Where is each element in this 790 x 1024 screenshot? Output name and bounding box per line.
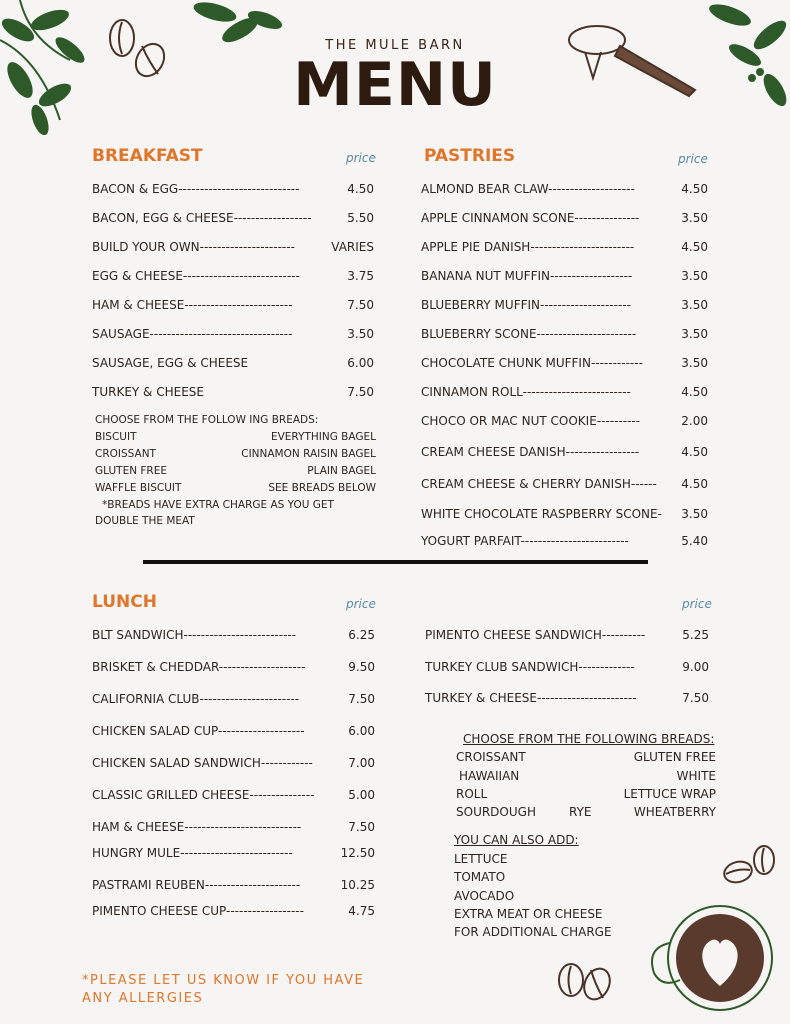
item-price: 9.50 <box>348 660 375 674</box>
item-name: CHOCOLATE CHUNK MUFFIN------------ <box>421 356 643 370</box>
menu-item-row <box>421 182 708 198</box>
item-price: 4.50 <box>681 385 708 399</box>
add-on-item: TOMATO <box>454 870 506 884</box>
item-price: 7.50 <box>348 820 375 834</box>
item-price: 5.00 <box>348 788 375 802</box>
menu-item-row <box>92 820 375 836</box>
item-price: 6.25 <box>348 628 375 642</box>
menu-item-row <box>92 756 375 772</box>
item-name: APPLE PIE DANISH------------------------ <box>421 240 635 254</box>
brand-name: THE MULE BARN <box>325 38 465 53</box>
coffee-beans-side-icon <box>720 842 780 890</box>
item-price: 3.50 <box>681 356 708 370</box>
item-price: 5.50 <box>347 211 374 225</box>
bread-option: WAFFLE BISCUIT <box>95 482 182 494</box>
item-price: 4.75 <box>348 904 375 918</box>
item-price: 4.50 <box>681 477 708 491</box>
menu-item-row <box>92 385 374 401</box>
menu-item-row <box>421 507 708 523</box>
item-name: BLUEBERRY SCONE----------------------- <box>421 327 637 341</box>
bread-option: RYE <box>569 805 592 819</box>
menu-item-row <box>421 298 708 314</box>
item-price: 4.50 <box>347 182 374 196</box>
add-on-item: AVOCADO <box>454 889 515 903</box>
section-divider <box>143 560 648 564</box>
menu-item-row <box>425 628 709 644</box>
item-name: CINNAMON ROLL------------------------- <box>421 385 631 399</box>
menu-item-row <box>92 269 374 285</box>
bread-option: WHITE <box>676 769 716 783</box>
menu-item-row <box>92 846 375 862</box>
item-price: 4.50 <box>681 182 708 196</box>
item-name: TURKEY CLUB SANDWICH------------- <box>425 660 635 674</box>
menu-item-row <box>421 240 708 256</box>
item-price: 5.40 <box>681 534 708 548</box>
item-name: CHOCO OR MAC NUT COOKIE---------- <box>421 414 641 428</box>
item-name: BLT SANDWICH-------------------------- <box>92 628 297 642</box>
lunch-breads-intro: CHOOSE FROM THE FOLLOWING BREADS: <box>463 732 715 746</box>
item-name: TURKEY & CHEESE----------------------- <box>425 691 637 705</box>
bread-option: CROISSANT <box>95 448 156 460</box>
item-name: WHITE CHOCOLATE RASPBERRY SCONE- <box>421 507 662 521</box>
item-name: BUILD YOUR OWN---------------------- <box>92 240 295 254</box>
menu-item-row <box>421 477 708 493</box>
item-name: PASTRAMI REUBEN---------------------- <box>92 878 301 892</box>
menu-item-row <box>92 878 375 894</box>
item-price: 7.50 <box>347 298 374 312</box>
item-price: 7.50 <box>682 691 709 705</box>
bread-option: CROISSANT <box>456 750 526 764</box>
bread-option: CINNAMON RAISIN BAGEL <box>241 448 376 460</box>
item-name: BLUEBERRY MUFFIN--------------------- <box>421 298 631 312</box>
menu-item-row <box>421 211 708 227</box>
item-name: SAUSAGE, EGG & CHEESE <box>92 356 249 370</box>
menu-item-row <box>421 269 708 285</box>
bread-option: EVERYTHING BAGEL <box>270 431 376 443</box>
bread-option: LETTUCE WRAP <box>623 787 716 801</box>
item-name: CREAM CHEESE DANISH----------------- <box>421 445 640 459</box>
item-name: CLASSIC GRILLED CHEESE--------------- <box>92 788 315 802</box>
item-price: 12.50 <box>340 846 375 860</box>
page-title: MENU <box>293 50 497 120</box>
add-on-item: LETTUCE <box>454 852 508 866</box>
item-price: 7.00 <box>348 756 375 770</box>
menu-item-row <box>421 534 708 550</box>
item-price: 3.50 <box>681 269 708 283</box>
menu-item-row <box>92 660 375 676</box>
menu-item-row <box>421 356 708 372</box>
item-name: CHICKEN SALAD CUP-------------------- <box>92 724 305 738</box>
lunch-add-intro: YOU CAN ALSO ADD: <box>454 833 579 847</box>
item-name: BANANA NUT MUFFIN------------------- <box>421 269 633 283</box>
breakfast-extra-note-2: DOUBLE THE MEAT <box>95 515 195 527</box>
breakfast-extra-note: *BREADS HAVE EXTRA CHARGE AS YOU GET <box>102 499 334 511</box>
add-on-item: EXTRA MEAT OR CHEESE <box>454 907 603 921</box>
item-name: CHICKEN SALAD SANDWICH------------ <box>92 756 313 770</box>
item-name: HUNGRY MULE-------------------------- <box>92 846 293 860</box>
menu-item-row <box>421 385 708 401</box>
pastries-price-label: price <box>678 152 708 166</box>
bread-option: HAWAIIAN <box>459 769 520 783</box>
item-name: HAM & CHEESE--------------------------- <box>92 820 302 834</box>
item-price: 5.25 <box>682 628 709 642</box>
breakfast-heading: BREAKFAST <box>92 146 203 166</box>
bread-option: SOURDOUGH <box>456 805 536 819</box>
item-price: 2.00 <box>681 414 708 428</box>
menu-item-row <box>92 298 374 314</box>
item-price: 3.50 <box>681 298 708 312</box>
item-name: PIMENTO CHEESE SANDWICH---------- <box>425 628 646 642</box>
bread-option: ROLL <box>456 787 488 801</box>
item-name: APPLE CINNAMON SCONE--------------- <box>421 211 640 225</box>
item-price: 3.50 <box>681 211 708 225</box>
item-name: BRISKET & CHEDDAR-------------------- <box>92 660 306 674</box>
breakfast-breads-intro: CHOOSE FROM THE FOLLOW ING BREADS: <box>95 414 319 426</box>
item-name: CREAM CHEESE & CHERRY DANISH------ <box>421 477 657 491</box>
item-price: VARIES <box>331 240 374 254</box>
lunch-price-label: price <box>346 597 376 611</box>
item-name: HAM & CHEESE------------------------- <box>92 298 293 312</box>
lunch-price-label-right: price <box>682 597 712 611</box>
menu-item-row <box>421 327 708 343</box>
item-name: BACON, EGG & CHEESE------------------ <box>92 211 312 225</box>
item-name: SAUSAGE--------------------------------- <box>92 327 293 341</box>
bread-option: WHEATBERRY <box>633 805 716 819</box>
item-price: 3.50 <box>681 327 708 341</box>
lunch-heading: LUNCH <box>92 592 157 612</box>
menu-item-row <box>92 356 374 372</box>
item-price: 6.00 <box>347 356 374 370</box>
item-price: 7.50 <box>348 692 375 706</box>
bread-option: SEE BREADS BELOW <box>268 482 376 494</box>
item-price: 3.50 <box>681 507 708 521</box>
item-price: 4.50 <box>681 240 708 254</box>
menu-item-row <box>421 445 708 461</box>
bread-option: GLUTEN FREE <box>95 465 167 477</box>
bread-option: GLUTEN FREE <box>633 750 716 764</box>
menu-item-row <box>92 327 374 343</box>
pastries-heading: PASTRIES <box>424 146 516 166</box>
breakfast-price-label: price <box>346 151 376 165</box>
item-name: PIMENTO CHEESE CUP------------------ <box>92 904 304 918</box>
menu-item-row <box>425 660 709 676</box>
item-price: 3.75 <box>347 269 374 283</box>
menu-item-row <box>92 628 375 644</box>
item-price: 6.00 <box>348 724 375 738</box>
item-name: YOGURT PARFAIT------------------------- <box>421 534 629 548</box>
bread-option: BISCUIT <box>95 431 137 443</box>
item-name: TURKEY & CHEESE <box>92 385 204 399</box>
menu-item-row <box>92 788 375 804</box>
item-price: 7.50 <box>347 385 374 399</box>
menu-item-row <box>92 240 374 256</box>
menu-item-row <box>92 724 375 740</box>
item-name: CALIFORNIA CLUB----------------------- <box>92 692 300 706</box>
menu-item-row <box>425 691 709 707</box>
latte-cup-icon <box>640 898 780 1018</box>
item-name: BACON & EGG---------------------------- <box>92 182 300 196</box>
item-price: 10.25 <box>340 878 375 892</box>
item-price: 4.50 <box>681 445 708 459</box>
item-name: ALMOND BEAR CLAW-------------------- <box>421 182 635 196</box>
menu-item-row <box>92 904 375 920</box>
item-name: EGG & CHEESE--------------------------- <box>92 269 300 283</box>
allergy-note: *PLEASE LET US KNOW IF YOU HAVE ANY ALLERGIES <box>82 973 365 1006</box>
bread-option: PLAIN BAGEL <box>307 465 376 477</box>
menu-item-row <box>92 182 374 198</box>
coffee-beans-bottom-icon <box>555 958 615 1004</box>
menu-item-row <box>421 414 708 430</box>
item-price: 3.50 <box>347 327 374 341</box>
menu-item-row <box>92 692 375 708</box>
add-on-item: FOR ADDITIONAL CHARGE <box>454 925 612 939</box>
menu-item-row <box>92 211 374 227</box>
item-price: 9.00 <box>682 660 709 674</box>
